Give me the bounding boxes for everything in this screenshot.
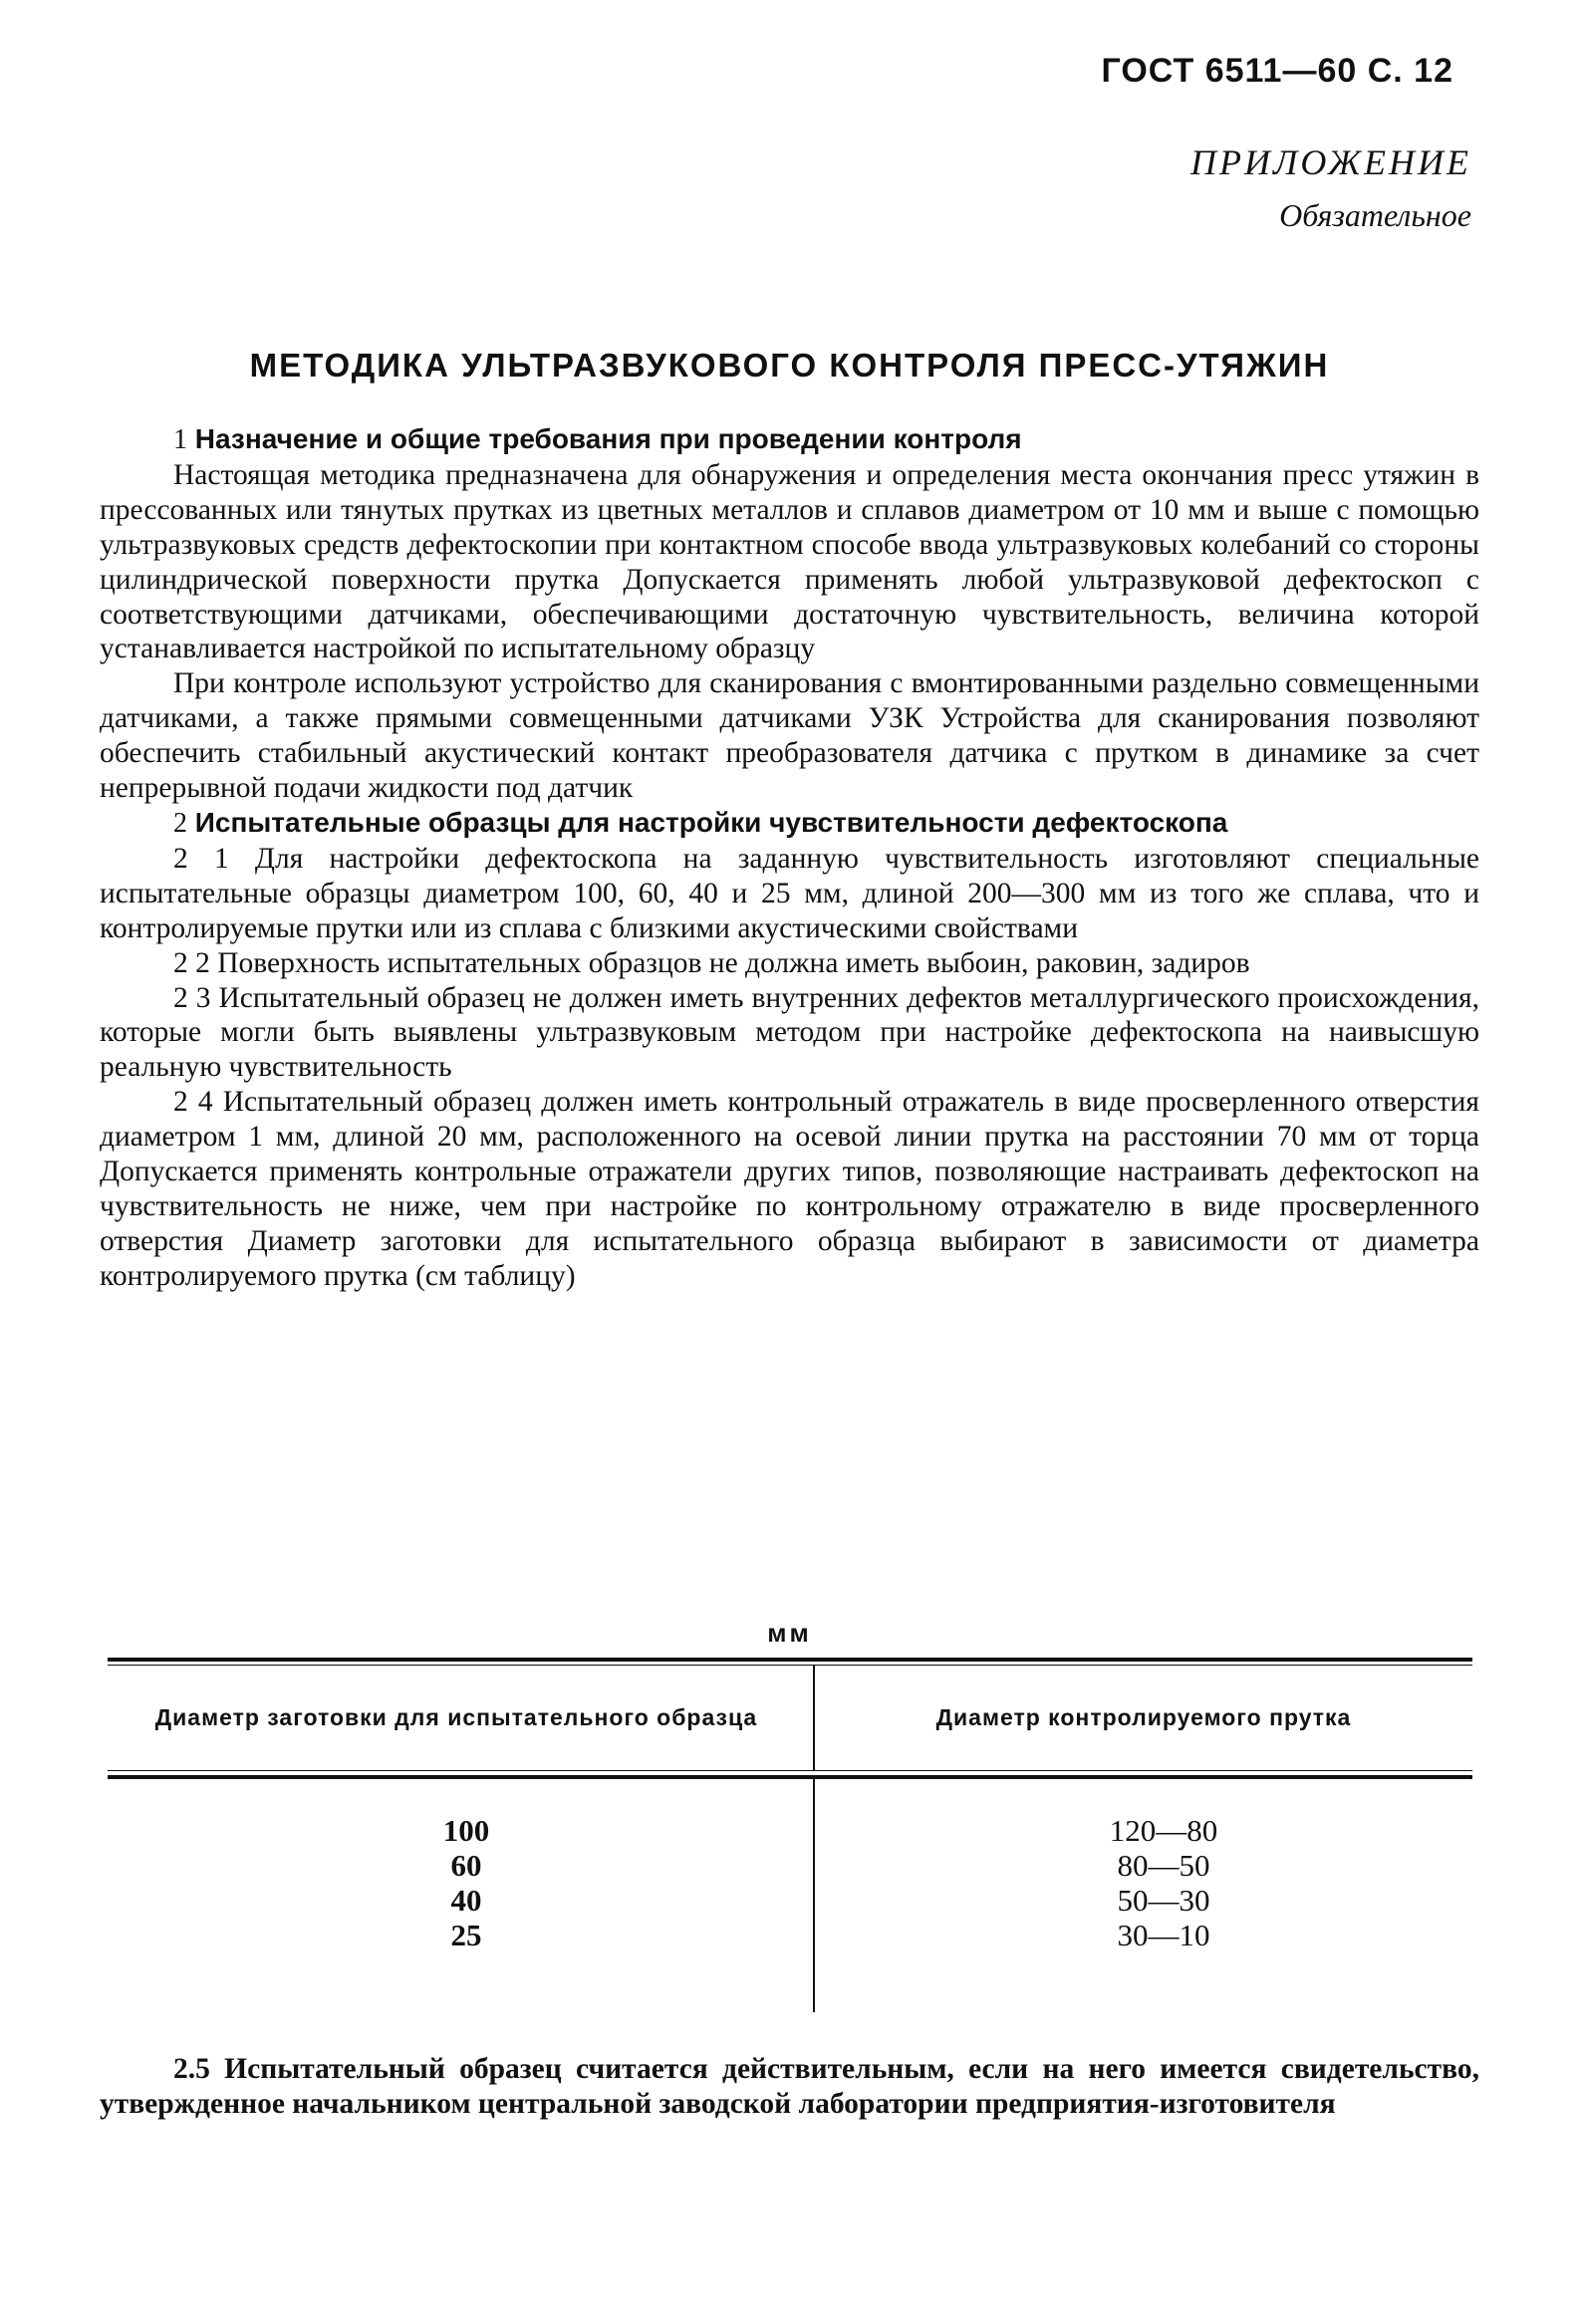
paragraph-2-2: 2 2 Поверхность испытательных образцов не должна иметь выбоин, раковин, задиров	[173, 946, 1250, 979]
paragraph-2-5: 2.5 Испытательный образец считается действительным, если на него имеется свидетельство, утвержденное начальником центральной заводской лаборатории предприятия-изготовителя	[100, 2053, 1479, 2120]
paragraph-2-4: 2 4 Испытательный образец должен иметь контрольный отражатель в виде просверленного отверстия диаметром 1 мм, длиной 20 мм, расположенного на осевой линии прутка на расстоянии 70 мм от торца Допускается применять контрольные отражатели других типов, позволяющие настраивать дефектоскоп на чувствительность не ниже, чем при настройке по контрольному отражателю в виде просверленного отверстия Диаметр заготовки для испытательного образца выбирают в зависимости от диаметра контролируемого прутка (см таблицу)	[100, 1086, 1479, 1292]
table-cell-rod-diameter: 120—80	[1109, 1813, 1218, 1848]
section-2-heading	[100, 806, 1479, 842]
table-column-rod-diameter	[1064, 1813, 1263, 1952]
diameter-table	[108, 1658, 1472, 2012]
table-rule-header-bottom	[108, 1775, 1472, 1779]
table-unit-label: мм	[767, 1618, 812, 1648]
table-cell-blank-diameter: 60	[450, 1848, 482, 1883]
section-2-heading-text: Испытательные образцы для настройки чувствительности дефектоскопа	[194, 806, 1228, 838]
section-1-heading-text: Назначение и общие требования при проведении контроля	[194, 423, 1022, 454]
table-rule-top	[108, 1658, 1472, 1662]
closing-text	[100, 2052, 1479, 2122]
table-cell-blank-diameter: 100	[442, 1813, 490, 1848]
appendix-subtitle: Обязательное	[1279, 197, 1471, 233]
table-cell-blank-diameter: 40	[450, 1883, 482, 1918]
section-1-paragraph-2: При контроле используют устройство для сканирования с вмонтированными раздельно совмещенными датчиками, а также прямыми совмещенными датчиками УЗК Устройства для сканирования позволяют обеспечить стабильный акустический контакт преобразователя датчика с прутком в динамике за счет непрерывной подачи жидкости под датчик	[100, 667, 1479, 805]
appendix-block	[1190, 141, 1471, 234]
section-2-number: 2	[173, 807, 187, 839]
table-column-blank-diameter	[416, 1813, 516, 1952]
body-text	[100, 422, 1479, 1294]
paragraph-2-3: 2 3 Испытательный образец не должен иметь внутренних дефектов металлургического происхождения, которые могли быть выявлены ультразвуковым методом при настройке дефектоскопа на наивысшую реальную чувствительность	[100, 981, 1479, 1084]
table-header-blank-diameter: Диаметр заготовки для испытательного образца	[154, 1704, 758, 1730]
paragraph-2-1: 2 1 Для настройки дефектоскопа на заданную чувствительность изготовляют специальные испытательные образцы диаметром 100, 60, 40 и 25 мм, длиной 200—300 мм из того же сплава, что и контролируемые прутки или из сплава с близкими акустическими свойствами	[100, 842, 1479, 944]
document-title: МЕТОДИКА УЛЬТРАЗВУКОВОГО КОНТРОЛЯ ПРЕСС-УТЯЖИН	[249, 347, 1330, 384]
table-cell-rod-diameter: 30—10	[1117, 1918, 1210, 1952]
appendix-title: ПРИЛОЖЕНИЕ	[1190, 142, 1471, 182]
table-body-divider	[813, 1779, 815, 2012]
table-rule-header-bottom-thin	[108, 1770, 1472, 1771]
table-cell-blank-diameter: 25	[450, 1918, 482, 1952]
table-header-rod-diameter: Диаметр контролируемого прутка	[935, 1704, 1352, 1730]
section-1-heading	[100, 422, 1479, 458]
table-cell-rod-diameter: 80—50	[1117, 1848, 1210, 1883]
table-cell-rod-diameter: 50—30	[1117, 1883, 1210, 1918]
page-header-reference: ГОСТ 6511—60 С. 12	[1101, 52, 1453, 90]
section-1-number: 1	[173, 424, 187, 455]
section-1-paragraph-1: Настоящая методика предназначена для обнаружения и определения места окончания пресс утяжин в прессованных или тянутых прутках из цветных металлов и сплавов диаметром от 10 мм и выше с помощью ультразвуковых средств дефектоскопии при контактном способе ввода ультразвуковых колебаний со стороны цилиндрической поверхности прутка Допускается применять любой ультразвуковой дефектоскоп с соответствующими датчиками, обеспечивающими достаточную чувствительность, величина которой устанавливается настройкой по испытательному образцу	[100, 458, 1479, 665]
